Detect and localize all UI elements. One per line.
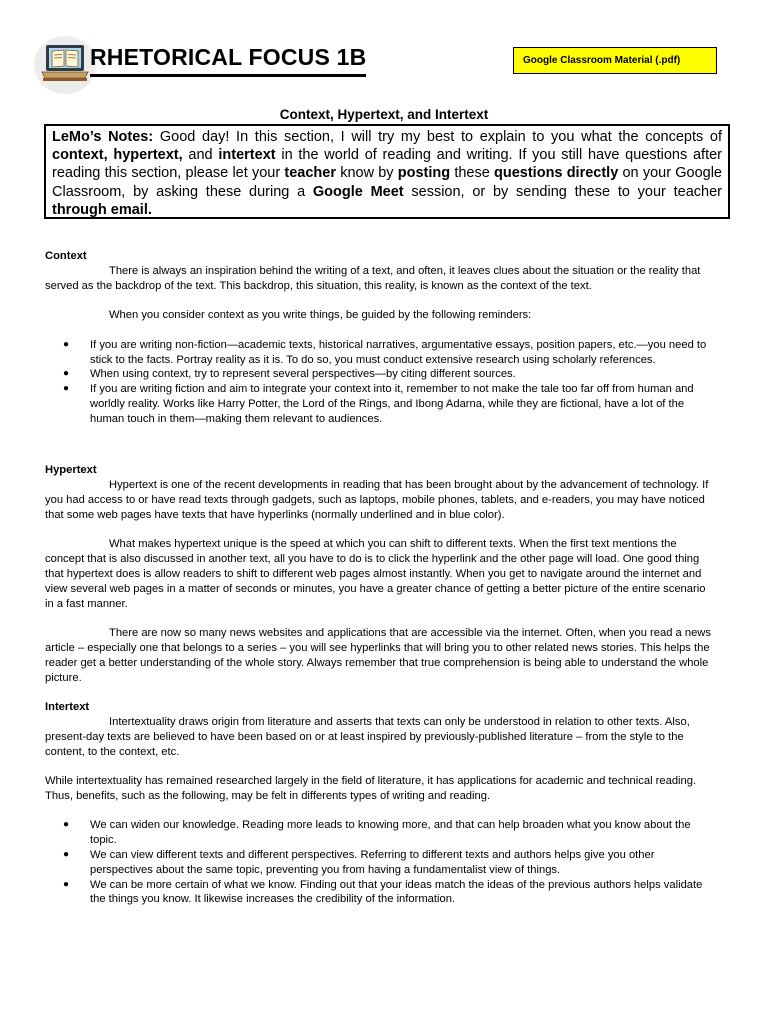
google-classroom-badge <box>513 47 717 74</box>
logo <box>34 36 96 94</box>
context-paragraph: When you consider context as you write things, be guided by the following reminders: <box>109 309 532 322</box>
badge-label: Google Classroom Material (.pdf) <box>523 55 681 66</box>
notes-bold: teacher <box>284 165 336 182</box>
list-item: ● We can be more certain of what we know. Finding out that your ideas match the ideas of the previous authors helps validate the things you know. It likewise increases the credibility of the information. <box>63 878 703 906</box>
title-underline <box>90 74 366 77</box>
context-heading: Context <box>45 250 87 262</box>
section-title: Context, Hypertext, and Intertext <box>279 107 489 122</box>
notes-text: these <box>450 165 495 182</box>
notes-text: on your Google Classroom, by asking these during a <box>52 165 722 200</box>
lemos-notes-box <box>44 124 730 219</box>
notes-text: and <box>182 147 219 164</box>
list-item: ● When using context, try to represent several perspectives—by citing different sources. <box>63 368 516 381</box>
list-item: ● If you are writing non-fiction—academic texts, historical narratives, argumentative essays, position papers, etc.—you need to stick to the facts. Portray reality as it is. To do so, you must conduct extensive research using scholarly references. <box>63 338 707 366</box>
notes-bold: posting <box>397 165 451 182</box>
hypertext-paragraph: There are now so many news websites and applications that are accessible via the internet. Often, when you read a news article – especially one that belongs to a series – you will see hyperlinks that will bring you to other related news stories. This helps the reader get a better understanding of the whole story. Always remember that true comprehension is being able to understand the whole picture. <box>45 627 711 684</box>
book-laptop-icon <box>40 42 90 88</box>
notes-bold: questions directly <box>494 165 619 182</box>
hypertext-paragraph: What makes hypertext unique is the speed at which you can shift to different texts. When the first text mentions the concept that is also discussed in another text, all you have to do is to click the hyperlink and the other page will load. One good thing that hypertext does is allow readers to shift to different web pages almost instantly. When you get to navigate around the internet and view several web pages in a matter of seconds or minutes, you have a greater chance of getting a better picture of the entire scenario in a fast manner. <box>45 538 706 610</box>
hypertext-paragraph: Hypertext is one of the recent developments in reading that has been brought about by the advancement of technology. If you had access to or have read texts through gadgets, such as laptops, mobile phones, tablets, and e-readers, you may have noticed that some web pages have texts that have hyperlinks (normally underlined and in blue color). <box>45 479 709 521</box>
intertext-heading: Intertext <box>45 701 90 714</box>
hypertext-heading: Hypertext <box>45 464 97 477</box>
notes-bold: context, hypertext, <box>52 147 183 164</box>
notes-label: LeMo’s Notes: <box>52 129 154 145</box>
context-paragraph: There is always an inspiration behind the writing of a text, and often, it leaves clues about the situation or the reality that served as the backdrop of the text. This backdrop, this situation, this reality, is known as the context of the text. <box>45 264 701 292</box>
intertext-bullet-list <box>45 818 715 907</box>
notes-text: in the world of reading and writing. If you still have questions after reading this section, please let your <box>52 147 723 182</box>
list-item: ● We can widen our knowledge. Reading more leads to knowing more, and that can help broaden what you know about the topic. <box>63 819 691 847</box>
notes-text: know by <box>335 165 398 182</box>
list-item: ● We can view different texts and different perspectives. Referring to different texts and authors helps give you other perspectives about the same topic, preventing you from having a fundamentalist view of things. <box>63 849 655 876</box>
intertext-paragraph: While intertextuality has remained researched largely in the field of literature, it has applications for academic and technical reading. Thus, benefits, such as the following, may be felt in differents types of writing and reading. <box>45 775 697 802</box>
document-title: RHETORICAL FOCUS 1B <box>90 44 367 70</box>
notes-bold: Google Meet <box>312 183 404 200</box>
notes-text: Good day! In this section, I will try my best to explain to you what the concepts of <box>153 129 722 145</box>
context-bullet-list <box>45 338 715 427</box>
notes-bold: through email. <box>52 201 152 218</box>
document-body <box>45 249 715 907</box>
notes-text: session, or by sending these to your teacher <box>403 183 722 200</box>
notes-bold: intertext <box>218 147 276 164</box>
list-item: ● If you are writing fiction and aim to integrate your context into it, remember to not make the tale too far off from human and worldly reality. Works like Harry Potter, the Lord of the Rings, and Ibong Adarna, while they are fictional, have a lot of the human touch in them—making them relevant to audiences. <box>63 383 694 425</box>
intertext-paragraph: Intertextuality draws origin from literature and asserts that texts can only be understood in relation to other texts. Also, present-day texts are believed to have been based on or at least inspired by previously-published literature – from the style to the content, to the context, etc. <box>45 715 690 758</box>
